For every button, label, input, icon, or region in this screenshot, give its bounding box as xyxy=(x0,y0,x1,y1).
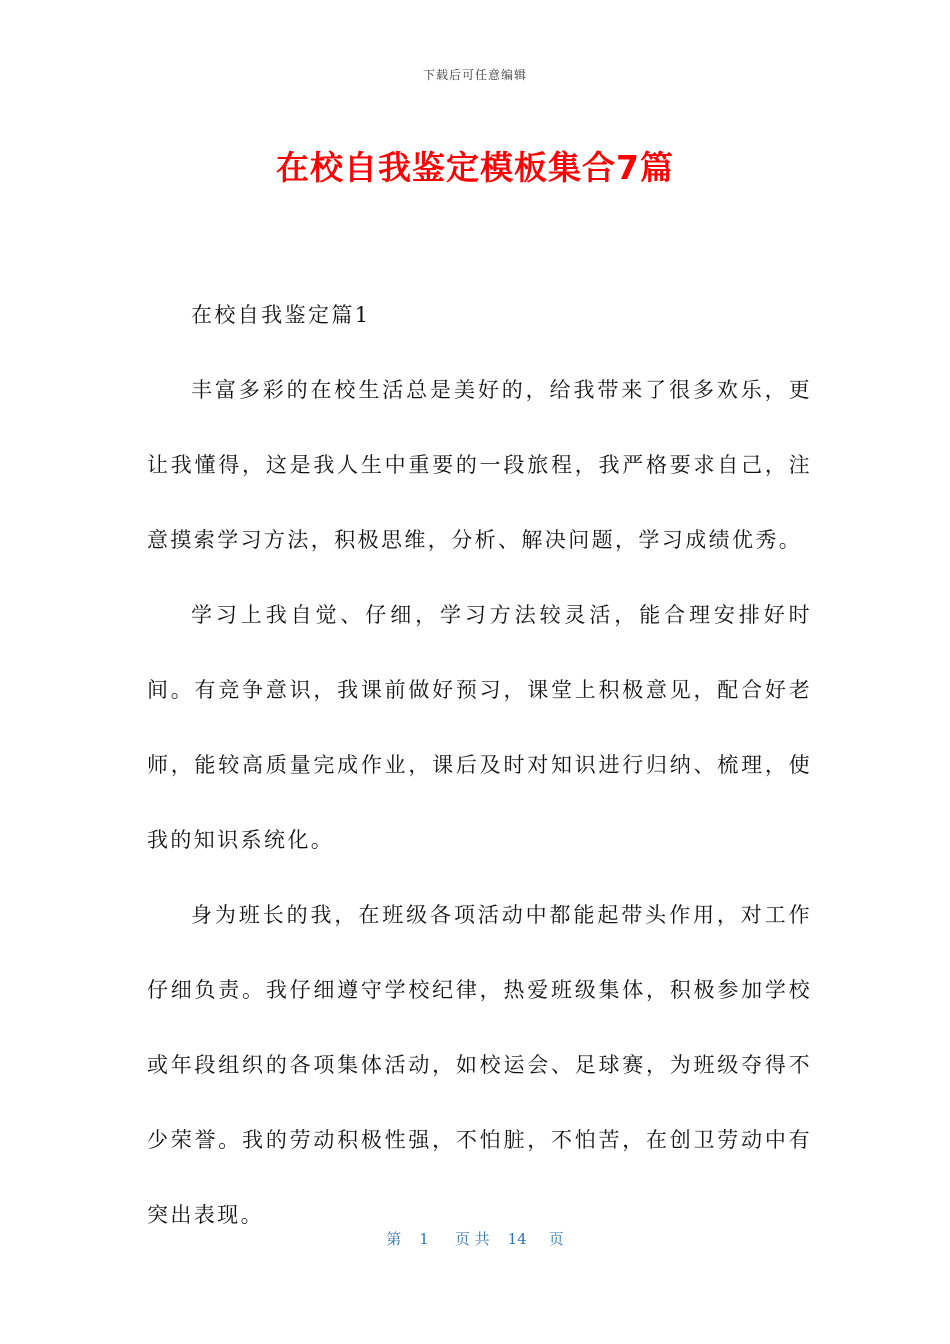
footer-page-middle: 页 共 xyxy=(454,1230,490,1248)
page-footer xyxy=(0,1228,950,1249)
body-paragraph: 丰富多彩的在校生活总是美好的，给我带来了很多欢乐，更让我懂得，这是我人生中重要的一段旅程，我严格要求自己，注意摸索学习方法，积极思维，分析、解决问题，学习成绩优秀。 xyxy=(147,378,812,552)
section-heading: 在校自我鉴定篇1 xyxy=(191,303,371,327)
footer-page-prefix: 第 xyxy=(386,1230,402,1248)
document-body xyxy=(147,278,812,1253)
body-paragraph: 身为班长的我，在班级各项活动中都能起带头作用，对工作仔细负责。我仔细遵守学校纪律，热爱班级集体，积极参加学校或年段组织的各项集体活动，如校运会、足球赛，为班级夺得不少荣誉。我的劳动积极性强，不怕脏，不怕苦，在创卫劳动中有突出表现。 xyxy=(147,903,812,1227)
header-note: 下载后可任意编辑 xyxy=(422,68,527,82)
footer-page-number: 1 xyxy=(419,1230,429,1248)
body-paragraph: 学习上我自觉、仔细，学习方法较灵活，能合理安排好时间。有竞争意识，我课前做好预习，课堂上积极意见，配合好老师，能较高质量完成作业，课后及时对知识进行归纳、梳理，使我的知识系统化。 xyxy=(147,603,812,852)
document-title: 在校自我鉴定模板集合7篇 xyxy=(276,148,674,187)
footer-page-total: 14 xyxy=(507,1230,527,1248)
footer-page-suffix: 页 xyxy=(548,1230,564,1248)
